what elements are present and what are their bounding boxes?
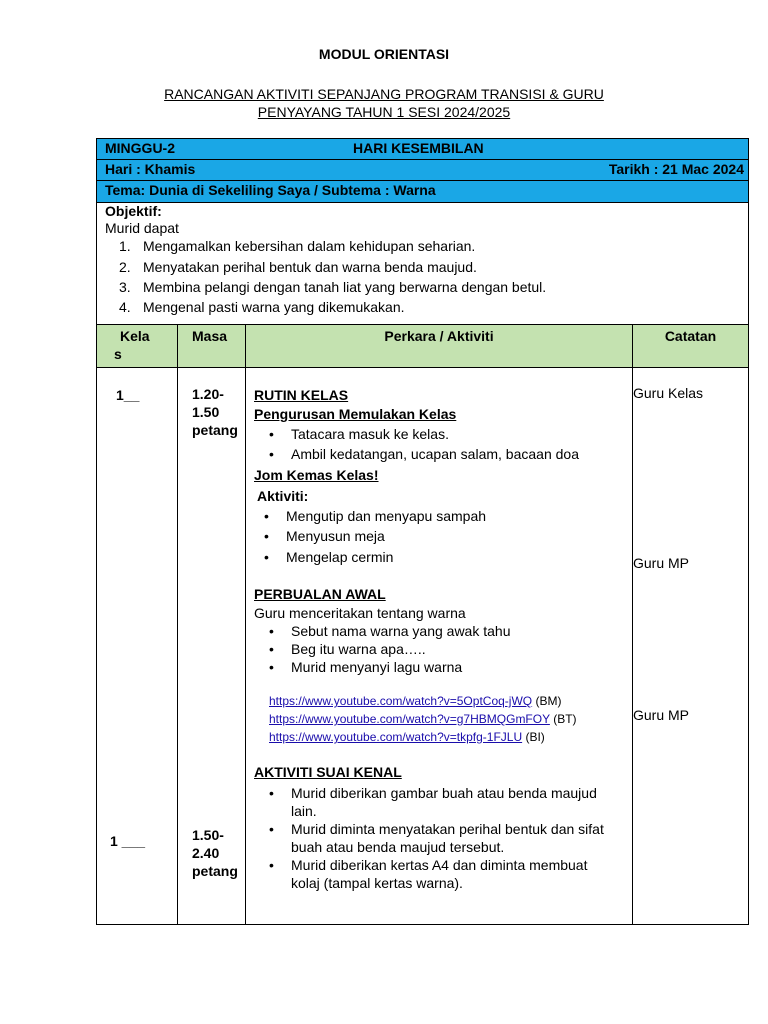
list-item: • Ambil kedatangan, ucapan salam, bacaan doa: [269, 446, 579, 462]
table-border: [96, 138, 97, 925]
list-item: • Beg itu warna apa…..: [269, 641, 426, 657]
catatan-cell: Guru MP: [633, 707, 690, 723]
tema-label: Tema: Dunia di Sekeliling Saya / Subtema : Warna: [105, 182, 436, 198]
tarikh-label: Tarikh : 21 Mac 2024: [608, 161, 744, 177]
objektif-item: 1. Mengamalkan kebersihan dalam kehidupan seharian.: [119, 238, 476, 254]
document-subtitle-line2: PENYAYANG TAHUN 1 SESI 2024/2025: [257, 104, 511, 120]
objektif-heading: Objektif:: [105, 203, 162, 219]
aktiviti-label: Aktiviti:: [257, 488, 309, 504]
list-item: • Tatacara masuk ke kelas.: [269, 426, 449, 442]
table-border: [632, 324, 633, 925]
header-kelas: Kela: [120, 328, 150, 344]
table-border: [96, 367, 749, 368]
table-border: [96, 138, 749, 139]
catatan-cell: Guru Kelas: [633, 385, 704, 401]
table-border: [96, 180, 749, 181]
list-item: • Murid menyanyi lagu warna: [269, 659, 463, 675]
video-link[interactable]: https://www.youtube.com/watch?v=g7HBMQGmFOY: [269, 712, 550, 726]
table-border: [96, 924, 749, 925]
rutin-kelas-heading: RUTIN KELAS: [254, 387, 349, 403]
video-link-row: https://www.youtube.com/watch?v=g7HBMQGmFOY (BT): [269, 712, 577, 726]
objektif-intro: Murid dapat: [105, 220, 179, 236]
header-kelas-cont: s: [114, 346, 122, 362]
pengurusan-heading: Pengurusan Memulakan Kelas: [254, 406, 457, 422]
minggu-label: MINGGU-2: [105, 140, 175, 156]
list-item: • Sebut nama warna yang awak tahu: [269, 623, 511, 639]
kelas-cell: 1__: [116, 387, 140, 403]
table-border: [96, 202, 749, 203]
list-item: • Mengelap cermin: [264, 549, 394, 565]
document-subtitle-line1: RANCANGAN AKTIVITI SEPANJANG PROGRAM TRANSISI & GURU: [164, 86, 604, 102]
objektif-item: 3. Membina pelangi dengan tanah liat yang berwarna dengan betul.: [119, 279, 547, 295]
perbualan-awal-heading: PERBUALAN AWAL: [254, 586, 386, 602]
masa-cell: 1.20- 1.50 petang: [192, 386, 238, 438]
perbualan-intro: Guru menceritakan tentang warna: [254, 605, 466, 621]
document-title: MODUL ORIENTASI: [318, 46, 450, 62]
aktiviti-suai-kenal-heading: AKTIVITI SUAI KENAL: [254, 764, 402, 780]
jom-kemas-heading: Jom Kemas Kelas!: [254, 467, 379, 483]
catatan-cell: Guru MP: [633, 555, 690, 571]
video-link-row: https://www.youtube.com/watch?v=5OptCoq-jWQ (BM): [269, 694, 562, 708]
table-border: [748, 138, 749, 925]
video-link[interactable]: https://www.youtube.com/watch?v=5OptCoq-jWQ: [269, 694, 533, 708]
masa-cell: 1.50- 2.40 petang: [192, 827, 238, 879]
list-item: • Menyusun meja: [264, 528, 385, 544]
kelas-cell: 1 ___: [110, 833, 146, 849]
header-catatan: Catatan: [664, 328, 717, 344]
table-border: [96, 324, 749, 325]
table-border: [177, 324, 178, 925]
list-item: • Murid diberikan kertas A4 dan diminta membuat kolaj (tampal kertas warna).: [269, 857, 588, 891]
hari-kesembilan-label: HARI KESEMBILAN: [353, 140, 484, 156]
table-border: [96, 159, 749, 160]
header-perkara: Perkara / Aktiviti: [384, 328, 494, 344]
table-border: [245, 324, 246, 925]
list-item: • Murid diminta menyatakan perihal bentuk dan sifat buah atau benda maujud tersebut.: [269, 821, 604, 855]
video-link[interactable]: https://www.youtube.com/watch?v=tkpfg-1FJLU: [269, 730, 523, 744]
objektif-item: 2. Menyatakan perihal bentuk dan warna benda maujud.: [119, 259, 477, 275]
video-link-row: https://www.youtube.com/watch?v=tkpfg-1FJLU (BI): [269, 730, 545, 744]
hari-label: Hari : Khamis: [105, 161, 196, 177]
list-item: • Mengutip dan menyapu sampah: [264, 508, 487, 524]
list-item: • Murid diberikan gambar buah atau benda maujud lain.: [269, 785, 597, 819]
header-masa: Masa: [192, 328, 228, 344]
objektif-item: 4. Mengenal pasti warna yang dikemukakan.: [119, 299, 405, 315]
